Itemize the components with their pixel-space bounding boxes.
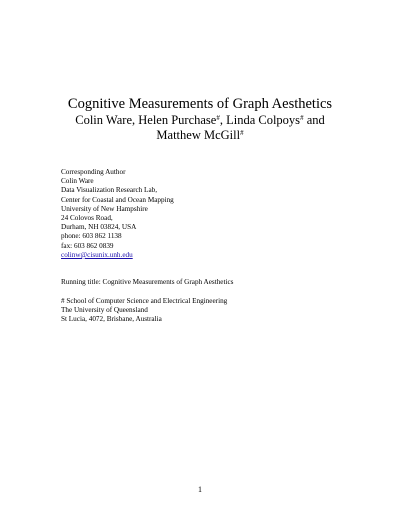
affiliation-line: The University of Queensland bbox=[61, 306, 148, 315]
author-line-2 bbox=[0, 128, 400, 143]
affiliation-block bbox=[61, 297, 227, 325]
affiliation-line: # School of Computer Science and Electrical Engineering bbox=[61, 297, 228, 305]
author-text: Matthew McGill bbox=[156, 128, 241, 142]
author-text: Colin Ware, Helen Purchase bbox=[75, 113, 217, 127]
contact-block bbox=[61, 168, 174, 260]
author-line-1 bbox=[0, 113, 400, 128]
author-text: , Linda Colpoys bbox=[219, 113, 301, 127]
contact-line: Center for Coastal and Ocean Mapping bbox=[61, 195, 174, 204]
email-link[interactable]: colinw@cisunix.unh.edu bbox=[61, 250, 133, 259]
running-title-text: Running title: Cognitive Measurements of Graph Aesthetics bbox=[61, 278, 234, 286]
contact-line: Colin Ware bbox=[61, 177, 94, 186]
paper-title: Cognitive Measurements of Graph Aesthetics bbox=[67, 96, 333, 112]
contact-line: University of New Hampshire bbox=[61, 204, 148, 213]
contact-line: phone: 603 862 1138 bbox=[61, 232, 122, 241]
contact-line: Durham, NH 03824, USA bbox=[61, 223, 137, 232]
affiliation-line: St Lucia, 4072, Brisbane, Australia bbox=[61, 315, 162, 324]
author-text: and bbox=[303, 113, 325, 127]
running-title bbox=[61, 278, 233, 287]
page-number: 1 bbox=[198, 485, 202, 494]
contact-line: 24 Colovos Road, bbox=[61, 214, 113, 223]
affiliation-mark: # bbox=[300, 114, 304, 122]
contact-line: Data Visualization Research Lab, bbox=[61, 186, 158, 195]
contact-line: fax: 603 862 0839 bbox=[61, 241, 114, 250]
contact-line: Corresponding Author bbox=[61, 168, 126, 176]
title-block bbox=[0, 96, 400, 143]
affiliation-mark: # bbox=[240, 129, 244, 137]
affiliation-mark: # bbox=[216, 114, 220, 122]
